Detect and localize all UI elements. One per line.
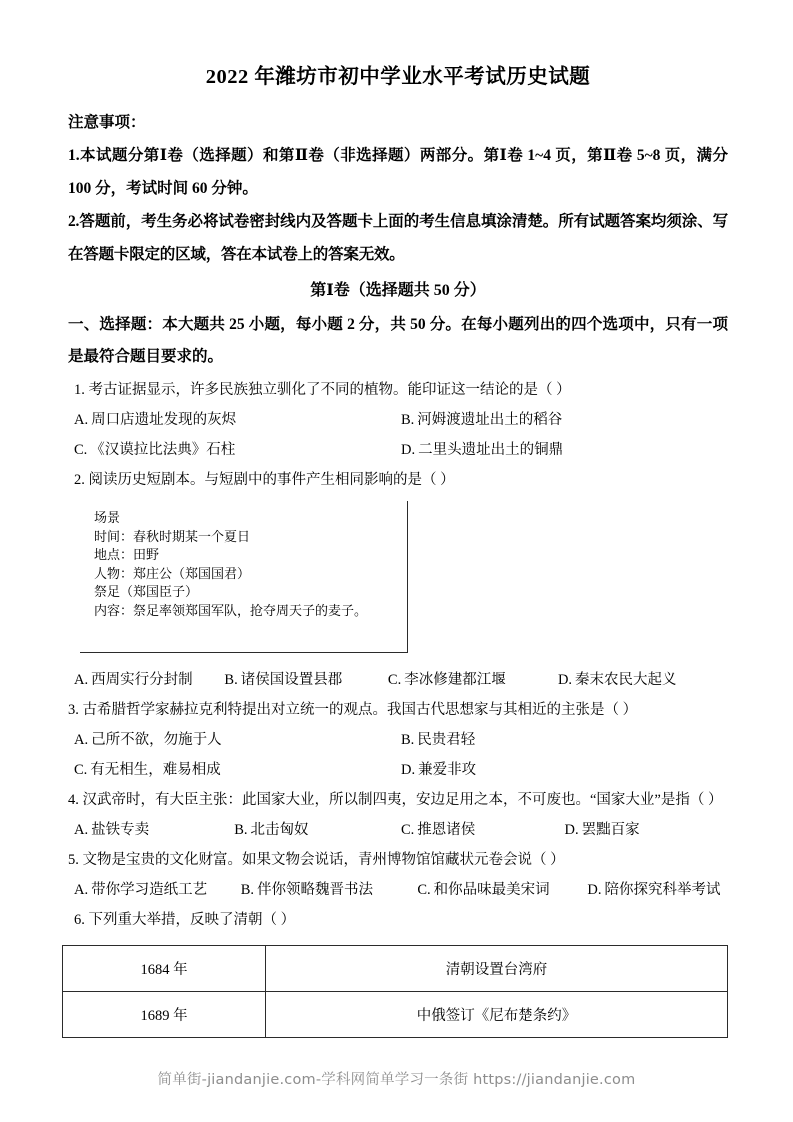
- table-row: [63, 946, 728, 992]
- part-one-instructions: 一、选择题：本大题共 25 小题，每小题 2 分，共 50 分。在每小题列出的四个选项中，只有一项是最符合题目要求的。: [68, 316, 728, 365]
- option-c[interactable]: [401, 815, 565, 845]
- option-d[interactable]: [401, 755, 728, 785]
- option-text: 陪你探究科举考试: [604, 882, 721, 898]
- question-stem: [68, 905, 728, 935]
- option-text: 盐铁专卖: [91, 822, 150, 838]
- question-text: 阅读历史短剧本。与短剧中的事件产生相同影响的是（ ）: [88, 472, 455, 488]
- drama-script-box: [80, 501, 408, 653]
- table-cell-year: 1684 年: [63, 946, 266, 992]
- question-stem: [68, 785, 728, 815]
- question-options-row: [68, 755, 728, 785]
- question-options-row: [68, 725, 728, 755]
- option-label: B.: [234, 822, 248, 838]
- option-a[interactable]: [74, 665, 224, 695]
- option-text: 己所不欲，勿施于人: [91, 732, 222, 748]
- option-label: D.: [401, 762, 416, 778]
- option-label: A.: [74, 672, 89, 688]
- option-text: 秦末农民大起义: [575, 672, 677, 688]
- question-stem: [68, 845, 728, 875]
- option-d[interactable]: [401, 435, 728, 465]
- option-text: 北击匈奴: [250, 822, 309, 838]
- question-number: 4.: [68, 792, 79, 808]
- option-a[interactable]: [74, 405, 401, 435]
- option-text: 兼爱非攻: [418, 762, 477, 778]
- notice-item-2: 2.答题前，考生务必将试卷密封线内及答题卡上面的考生信息填涂清楚。所有试题答案均须涂、写在答题卡限定的区域，答在本试卷上的答案无效。: [68, 213, 728, 263]
- table-row: [63, 992, 728, 1038]
- option-a[interactable]: [74, 725, 401, 755]
- option-c[interactable]: [74, 755, 401, 785]
- option-c[interactable]: [417, 875, 587, 905]
- question-stem: [68, 375, 728, 405]
- option-text: 二里头遗址出土的铜鼎: [418, 442, 564, 458]
- question-text: 古希腊哲学家赫拉克利特提出对立统一的观点。我国古代思想家与其相近的主张是（ ）: [82, 702, 638, 718]
- question-number: 6.: [74, 912, 85, 928]
- option-a[interactable]: [74, 875, 241, 905]
- question-stem: [68, 465, 728, 495]
- option-text: 周口店遗址发现的灰烬: [91, 412, 237, 428]
- footer-watermark: 简单街-jiandanjie.com-学科网简单学习一条街 https://jiandanjie.com: [157, 1072, 636, 1088]
- table-cell-event: 中俄签订《尼布楚条约》: [266, 992, 728, 1038]
- option-label: C.: [387, 672, 402, 688]
- notice-item-1: 1.本试题分第Ⅰ卷（选择题）和第Ⅱ卷（非选择题）两部分。第Ⅰ卷 1~4 页，第Ⅱ卷 5~8 页，满分 100 分，考试时间 60 分钟。: [68, 147, 728, 197]
- option-label: C.: [417, 882, 431, 898]
- part-one-header-label: 第Ⅰ卷（选择题共 50 分）: [310, 282, 486, 299]
- option-label: D.: [401, 442, 416, 458]
- option-b[interactable]: [241, 875, 418, 905]
- option-text: 和你品味最美宋词: [433, 882, 550, 898]
- option-label: B.: [240, 882, 255, 898]
- question-options-row: [68, 815, 728, 845]
- question-stem: [68, 695, 728, 725]
- part-one-header: [68, 275, 728, 307]
- question-number: 3.: [68, 702, 79, 718]
- question-text: 考古证据显示，许多民族独立驯化了不同的植物。能印证这一结论的是（ ）: [88, 382, 571, 398]
- script-line: 地点：田野: [94, 547, 160, 563]
- option-b[interactable]: [224, 665, 388, 695]
- option-label: C.: [400, 822, 415, 838]
- question-text: 汉武帝时，有大臣主张：此国家大业，所以制四夷，安边足用之本，不可废也。“国家大业”是指（ ）: [82, 792, 723, 808]
- option-b[interactable]: [401, 405, 728, 435]
- option-text: 带你学习造纸工艺: [91, 882, 208, 898]
- option-text: 西周实行分封制: [91, 672, 193, 688]
- table-cell-event: 清朝设置台湾府: [266, 946, 728, 992]
- question-options-row: [68, 405, 728, 435]
- option-label: D.: [557, 672, 573, 688]
- option-d[interactable]: [558, 665, 728, 695]
- option-text: 有无相生，难易相成: [90, 762, 221, 778]
- question-number: 2.: [74, 472, 85, 488]
- option-c[interactable]: [74, 435, 401, 465]
- option-c[interactable]: [388, 665, 558, 695]
- option-text: 《汉谟拉比法典》石柱: [90, 442, 236, 458]
- option-text: 诸侯国设置县郡: [240, 672, 343, 688]
- question-options-row: [68, 665, 728, 695]
- option-text: 伴你领略魏晋书法: [257, 882, 374, 898]
- option-a[interactable]: [74, 815, 234, 845]
- question-text: 文物是宝贵的文化财富。如果文物会说话，青州博物馆馆藏状元卷会说（ ）: [82, 852, 565, 868]
- script-line: 人物：郑庄公（郑国国君）: [94, 565, 251, 581]
- qing-measures-table: [62, 945, 728, 1038]
- script-line: 时间：春秋时期某一个夏日: [94, 528, 251, 544]
- script-line: 祭足（郑国臣子）: [94, 584, 199, 600]
- option-label: C.: [74, 442, 88, 458]
- option-label: B.: [224, 672, 238, 688]
- question-number: 1.: [74, 382, 85, 398]
- option-label: D.: [587, 882, 602, 898]
- option-label: B.: [401, 732, 415, 748]
- option-label: A.: [74, 412, 89, 428]
- option-d[interactable]: [587, 875, 728, 905]
- option-d[interactable]: [564, 815, 728, 845]
- page-title: 2022 年潍坊市初中学业水平考试历史试题: [205, 66, 591, 88]
- option-label: A.: [74, 882, 89, 898]
- option-text: 河姆渡遗址出土的稻谷: [417, 412, 563, 428]
- question-text: 下列重大举措，反映了清朝（ ）: [88, 912, 296, 928]
- option-text: 推恩诸侯: [417, 822, 476, 838]
- page-content: [68, 62, 728, 1038]
- option-label: A.: [74, 732, 89, 748]
- option-text: 罢黜百家: [581, 822, 640, 838]
- option-label: A.: [74, 822, 89, 838]
- option-b[interactable]: [401, 725, 728, 755]
- option-text: 李冰修建都江堰: [404, 672, 506, 688]
- question-number: 5.: [68, 852, 79, 868]
- question-options-row: [68, 875, 728, 905]
- option-label: B.: [401, 412, 415, 428]
- script-line: 内容：祭足率领郑国军队，抢夺周天子的麦子。: [94, 602, 368, 618]
- question-options-row: [68, 435, 728, 465]
- option-label: C.: [74, 762, 88, 778]
- option-b[interactable]: [234, 815, 401, 845]
- script-line: 场景: [94, 510, 121, 525]
- option-text: 民贵君轻: [417, 732, 476, 748]
- notice-heading: 注意事项：: [68, 114, 146, 131]
- option-label: D.: [564, 822, 579, 838]
- table-cell-year: 1689 年: [63, 992, 266, 1038]
